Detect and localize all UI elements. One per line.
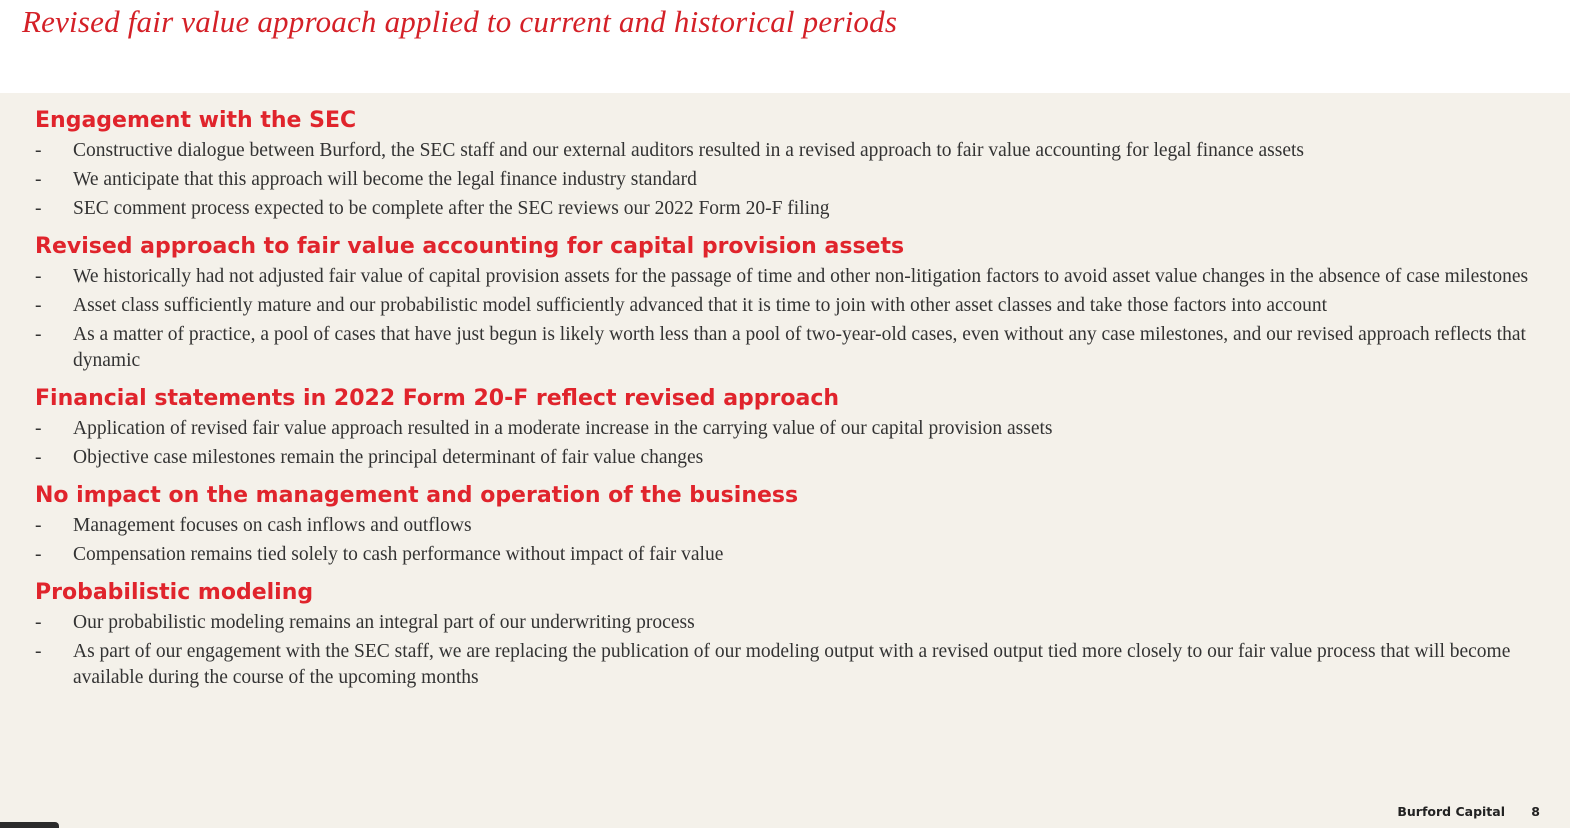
content-panel bbox=[0, 93, 1570, 828]
bullet-text: Application of revised fair value approach resulted in a moderate increase in the carrying value of our capital provision assets bbox=[73, 418, 1053, 439]
section-heading: Probabilistic modeling bbox=[35, 580, 314, 605]
section bbox=[35, 385, 1535, 471]
bullet-item bbox=[35, 138, 1538, 164]
bullet-text: Constructive dialogue between Burford, the SEC staff and our external auditors resulted in a revised approach to fair value accounting for legal finance assets bbox=[73, 140, 1304, 161]
bullet-text: Asset class sufficiently mature and our probabilistic model sufficiently advanced that it is time to join with other asset classes and take those factors into account bbox=[73, 295, 1327, 316]
bullet-text: Objective case milestones remain the principal determinant of fair value changes bbox=[73, 447, 704, 468]
bullet-list bbox=[35, 138, 1535, 222]
bullet-list bbox=[35, 416, 1535, 471]
bullet-dash-icon: - bbox=[35, 140, 42, 161]
bullet-text: Our probabilistic modeling remains an integral part of our underwriting process bbox=[73, 612, 695, 633]
bullet-dash-icon: - bbox=[35, 324, 42, 345]
bullet-text: Management focuses on cash inflows and outflows bbox=[73, 515, 472, 536]
bullet-dash-icon: - bbox=[35, 169, 42, 190]
footer-brand: Burford Capital bbox=[1397, 804, 1505, 819]
bullet-text: SEC comment process expected to be complete after the SEC reviews our 2022 Form 20-F filing bbox=[73, 198, 830, 219]
bullet-text: We anticipate that this approach will become the legal finance industry standard bbox=[73, 169, 697, 190]
bullet-dash-icon: - bbox=[35, 295, 42, 316]
bullet-item bbox=[35, 196, 1538, 222]
bullet-item bbox=[35, 416, 1538, 442]
section bbox=[35, 482, 1535, 568]
bullet-dash-icon: - bbox=[35, 418, 42, 439]
section bbox=[35, 107, 1535, 222]
bullet-item bbox=[35, 542, 1538, 568]
bullet-text: As part of our engagement with the SEC staff, we are replacing the publication of our modeling output with a revised output tied more closely to our fair value process that will become available during the course of the upcoming months bbox=[73, 641, 1511, 688]
bullet-dash-icon: - bbox=[35, 612, 42, 633]
section-heading: No impact on the management and operation of the business bbox=[35, 483, 799, 508]
bullet-item bbox=[35, 610, 1538, 636]
section-heading: Revised approach to fair value accounting for capital provision assets bbox=[35, 234, 905, 259]
page-number: 8 bbox=[1531, 804, 1540, 819]
bullet-dash-icon: - bbox=[35, 641, 42, 662]
bullet-dash-icon: - bbox=[35, 266, 42, 287]
bullet-item bbox=[35, 322, 1538, 374]
bullet-dash-icon: - bbox=[35, 515, 42, 536]
bullet-item bbox=[35, 293, 1538, 319]
bullet-text: Compensation remains tied solely to cash performance without impact of fair value bbox=[73, 544, 724, 565]
section-heading: Engagement with the SEC bbox=[35, 108, 357, 133]
title-bar bbox=[0, 0, 1570, 93]
bullet-dash-icon: - bbox=[35, 447, 42, 468]
bullet-item bbox=[35, 167, 1538, 193]
bullet-list bbox=[35, 513, 1535, 568]
bullet-list bbox=[35, 610, 1535, 691]
bullet-item bbox=[35, 445, 1538, 471]
sections-container bbox=[35, 107, 1535, 702]
bullet-text: We historically had not adjusted fair value of capital provision assets for the passage of time and other non-litigation factors to avoid asset value changes in the absence of case milestones bbox=[73, 266, 1529, 287]
bullet-item bbox=[35, 513, 1538, 539]
bullet-list bbox=[35, 264, 1535, 374]
slide-title: Revised fair value approach applied to current and historical periods bbox=[22, 4, 898, 39]
bullet-item bbox=[35, 264, 1538, 290]
section bbox=[35, 233, 1535, 374]
bullet-dash-icon: - bbox=[35, 544, 42, 565]
bullet-item bbox=[35, 639, 1538, 691]
bullet-text: As a matter of practice, a pool of cases that have just begun is likely worth less than a pool of two-year-old cases, even without any case milestones, and our revised approach reflects that dynamic bbox=[73, 324, 1526, 371]
bullet-dash-icon: - bbox=[35, 198, 42, 219]
corner-tab bbox=[0, 822, 59, 828]
section-heading: Financial statements in 2022 Form 20-F reflect revised approach bbox=[35, 386, 840, 411]
section bbox=[35, 579, 1535, 691]
